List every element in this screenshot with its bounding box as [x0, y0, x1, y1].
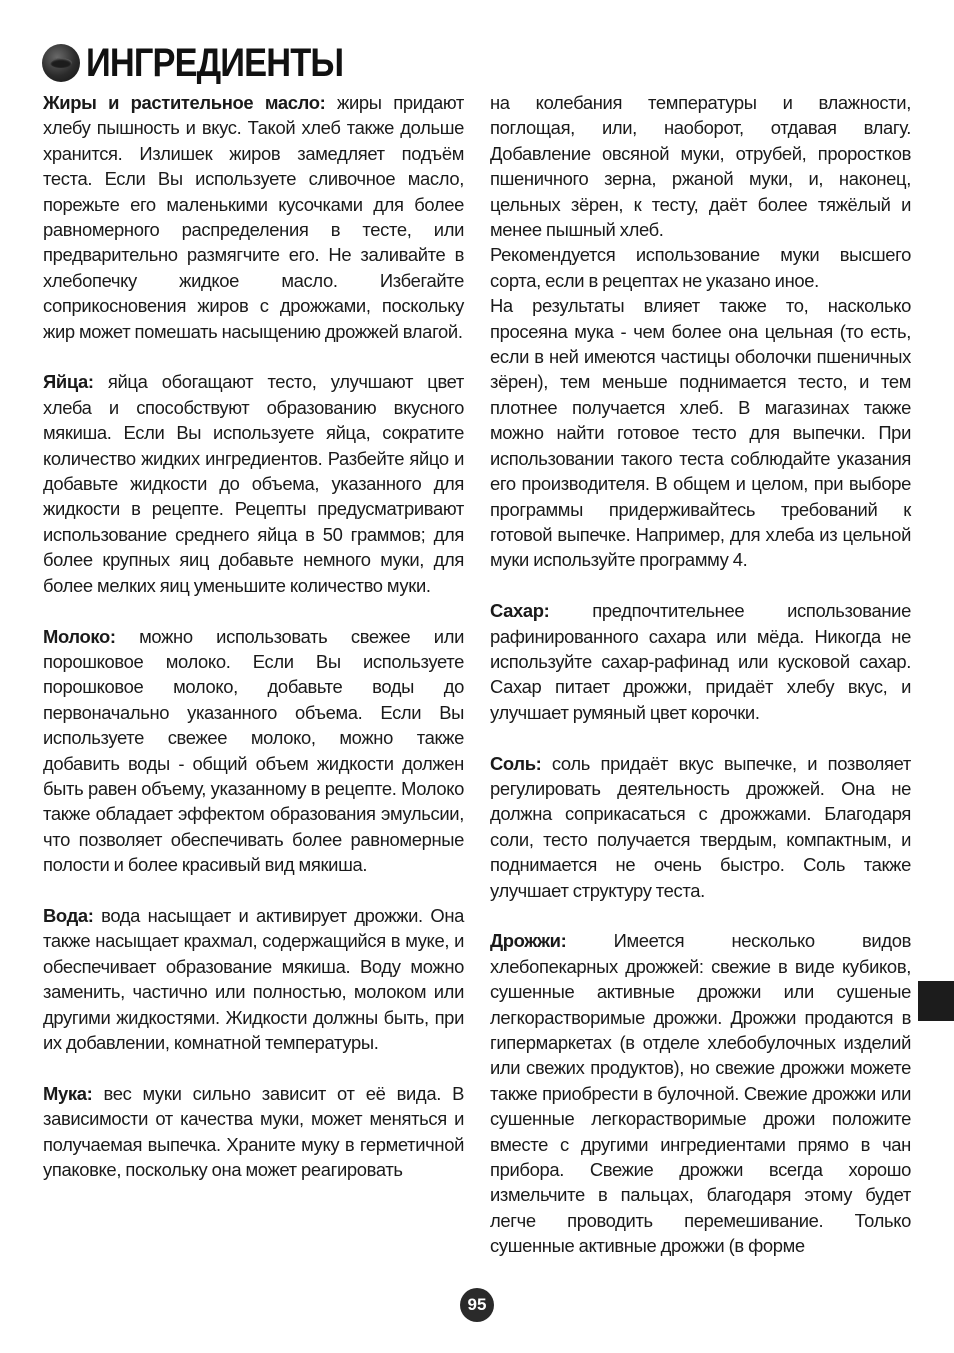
paragraph-flour: [43, 1081, 464, 1183]
text-sugar: предпочтительнее использование рафинированного сахара или мёда. Никогда не используйте сахар-рафинад или кусковой сахар. Сахар питает дрожжи, придаёт хлебу вкус, и улучшает румяный цвет корочки.: [490, 600, 911, 723]
page-heading: [42, 38, 385, 88]
term-sugar: Сахар:: [490, 600, 550, 622]
term-flour: Мука:: [43, 1082, 93, 1104]
black-button-icon: [42, 44, 80, 82]
paragraph-fats: [43, 90, 464, 344]
term-eggs: Яйца:: [43, 371, 94, 393]
left-column: [43, 90, 464, 1182]
paragraph-water: [43, 903, 464, 1055]
text-yeast: Имеется несколько видов хлебопекарных дрожжей: свежие в виде кубиков, сушенные активные дрожжи или сушеные легкорастворимые дрожжи. Дрожжи продаются в гипермаркетах (в отделе хлебобулочных изделий или свежих продуктов), но свежие дрожжи можете также приобрести в булочной. Свежие дрожжи или сушенные легкорастворимые дрожи положите вместе с другими ингредиентами прямо в чан прибора. Свежие дрожжи всегда хорошо измельчите в пальцах, благодаря этому будет легче проводить перемешивание. Только сушенные активные дрожжи (в форме: [490, 930, 911, 1257]
term-salt: Соль:: [490, 752, 542, 774]
text-fats: жиры придают хлебу пышность и вкус. Такой хлеб также дольше хранится. Излишек жиров замедляет подъём теста. Если Вы используете сливочное масло, порежьте его маленькими кусочками для более равномерного распределения в тесте, или предварительно размягчите его. Не заливайте в хлебопечку жидкое масло. Избегайте соприкосновения жиров с дрожжами, поскольку жир может помешать насыщению дрожжей влагой.: [43, 92, 465, 342]
page-number-badge: [460, 1288, 494, 1322]
side-thumb-tab: [918, 981, 954, 1021]
term-fats: Жиры и растительное масло:: [43, 92, 326, 113]
paragraph-flour-continued-2: Рекомендуется использование муки высшего сорта, если в рецептах не указано иное.: [490, 244, 911, 291]
page-number: 95: [467, 1295, 487, 1314]
page-title: ИНГРЕДИЕНТЫ: [86, 40, 344, 85]
term-yeast: Дрожжи:: [490, 930, 567, 952]
paragraph-sugar: [490, 598, 911, 725]
paragraph-flour-continued-3: На результаты влияет также то, насколько просеяна мука - чем более она цельная (то есть, если в ней имеются частицы оболочки пшеничных зёрен), тем меньше поднимается тесто, и тем плотнее получается хлеб. В магазинах также можно найти готовое тесто для выпечки. При использовании такого теста соблюдайте указания его производителя. В общем и целом, при выборе программы придерживайтесь требований к готовой выпечке. Например, для хлеба из цельной муки используйте программу 4.: [490, 295, 911, 571]
text-milk: можно использовать свежее или порошковое молоко. Если Вы используете порошковое молоко, добавьте воды до первоначально указанного объема. Если Вы используете свежее молоко, можно также добавить воды - общий объем жидкости должен быть равен объему, указанному в рецепте. Молоко также обладает эффектом образования эмульсии, что позволяет обеспечивать более равномерные полости и более красивый вид мякиша.: [43, 625, 464, 876]
paragraph-milk: [43, 624, 464, 878]
paragraph-flour-continued-1: на колебания температуры и влажности, поглощая, или, наоборот, отдавая влагу. Добавление овсяной муки, отрубей, проростков пшеничного зерна, ржаной муки, и, наконец, цельных зёрен, к тесту, даёт более тяжёлый и менее пышный хлеб.: [490, 92, 911, 241]
paragraph-salt: [490, 751, 911, 903]
term-water: Вода:: [43, 904, 94, 926]
paragraph-eggs: [43, 369, 464, 598]
paragraph-yeast: [490, 928, 911, 1258]
text-salt: соль придаёт вкус выпечке, и позволяет регулировать деятельность дрожжей. Она не должна соприкасаться с дрожжами. Благодаря соли, тесто получается твердым, компактным, и поднимается не очень быстро. Соль также улучшает структуру теста.: [490, 752, 911, 901]
text-water: вода насыщает и активирует дрожжи. Она также насыщает крахмал, содержащийся в муке, и обеспечивает образование мякиша. Воду можно заменить, частично или полностью, молоком или другими жидкостями. Жидкости должны быть, при их добавлении, комнатной температуры.: [43, 904, 464, 1053]
right-column: [490, 90, 911, 1259]
term-milk: Молоко:: [43, 625, 116, 647]
text-eggs: яйца обогащают тесто, улучшают цвет хлеба и способствуют образованию вкусного мякиша. Если Вы используете яйца, сократите количество жидких ингредиентов. Разбейте яйцо и добавьте жидкости до объема, указанного для жидкости в рецепте. Рецепты предусматривают использование среднего яйца в 50 граммов; для более крупных яиц добавьте немного муки, для более мелких яиц уменьшите количество муки.: [43, 371, 464, 596]
text-flour: вес муки сильно зависит от её вида. В зависимости от качества муки, может меняться и получаемая выпечка. Храните муку в герметичной упаковке, поскольку она может реагировать: [43, 1082, 464, 1180]
